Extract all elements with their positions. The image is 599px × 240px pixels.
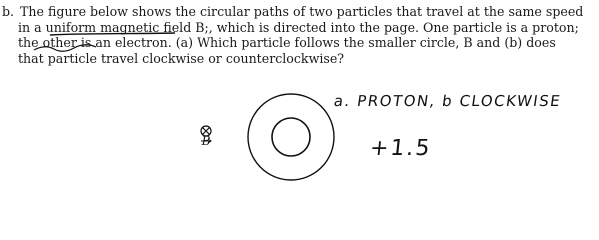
part-label: b. [2, 4, 15, 19]
small-circle [272, 118, 310, 156]
large-circle [248, 94, 334, 180]
handwritten-score: +1.5 [368, 136, 433, 161]
field-label: B [201, 134, 211, 148]
problem-line-2: in a uniform magnetic field B;, which is directed into the page. One particle is a proton; [18, 19, 579, 35]
problem-line-3: the other is an electron. (a) Which particle follows the smaller circle, B and (b) does [18, 35, 556, 50]
problem-line-4: that particle travel clockwise or counterclockwise? [18, 50, 345, 66]
handwritten-answer: a. PROTON, b CLOCKWISE [332, 92, 563, 110]
problem-line-1-text: The figure below shows the circular paths of two particles that travel at the same speed [20, 4, 584, 19]
